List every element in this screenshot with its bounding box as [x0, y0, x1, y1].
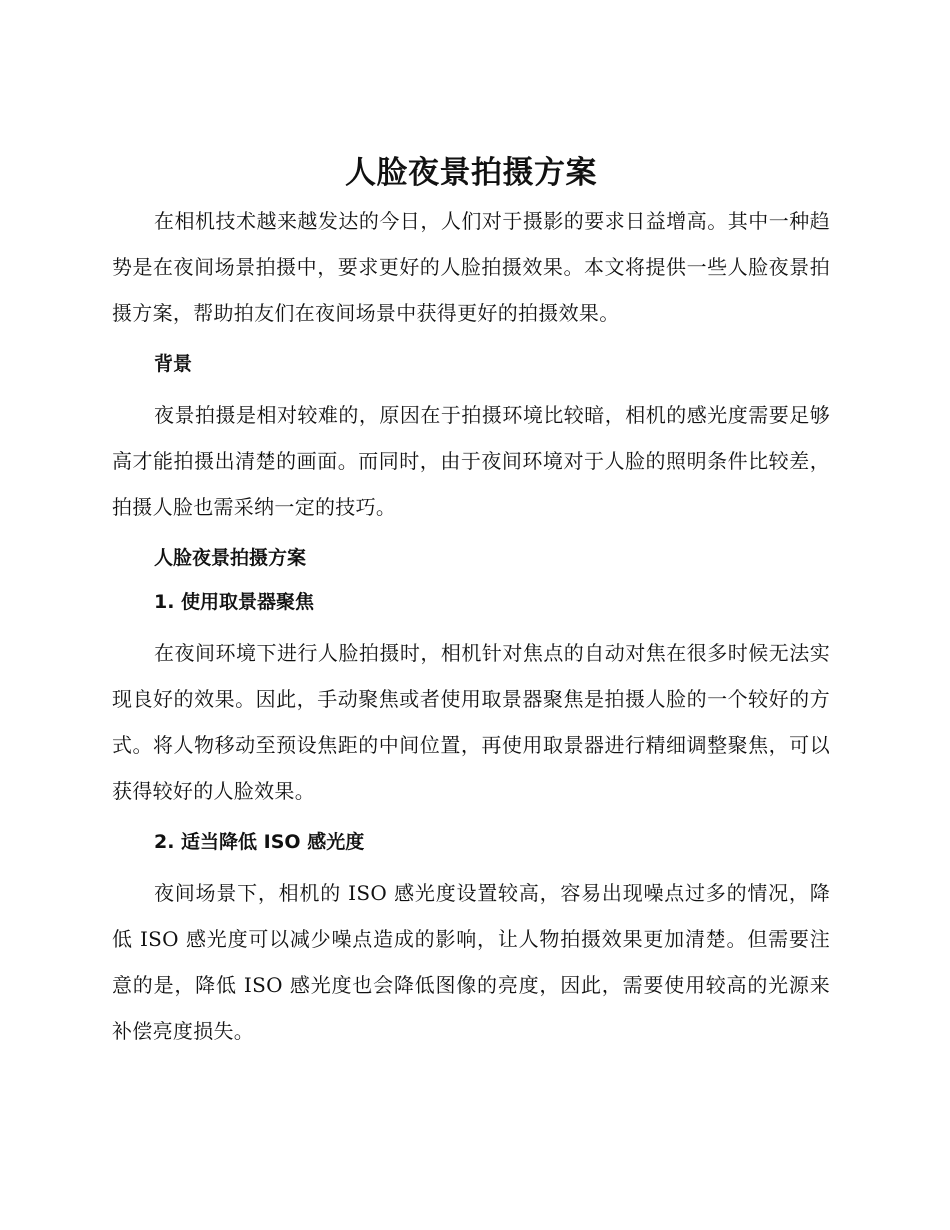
viewfinder-focus-paragraph: 在夜间环境下进行人脸拍摄时，相机针对焦点的自动对焦在很多时候无法实现良好的效果。因此，手动聚焦或者使用取景器聚焦是拍摄人脸的一个较好的方式。将人物移动至预设焦距的中间位置，再使用取景器进行精细调整聚焦，可以获得较好的人脸效果。: [112, 641, 830, 803]
background-paragraph: 夜景拍摄是相对较难的，原因在于拍摄环境比较暗，相机的感光度需要足够高才能拍摄出清楚的画面。而同时，由于夜间环境对于人脸的照明条件比较差，拍摄人脸也需采纳一定的技巧。: [112, 403, 830, 519]
section-heading-background: 背景: [154, 353, 193, 375]
section-heading-viewfinder-focus: 1. 使用取景器聚焦: [154, 591, 315, 613]
lower-iso-paragraph: 夜间场景下，相机的 ISO 感光度设置较高，容易出现噪点过多的情况，降低 ISO 感光度可以减少噪点造成的影响，让人物拍摄效果更加清楚。但需要注意的是，降低 ISO 感光度也会降低图像的亮度，因此，需要使用较高的光源来补偿亮度损失。: [112, 881, 830, 1043]
document-title: 人脸夜景拍摄方案: [345, 155, 597, 191]
section-heading-lower-iso: 2. 适当降低 ISO 感光度: [154, 831, 365, 853]
intro-paragraph: 在相机技术越来越发达的今日，人们对于摄影的要求日益增高。其中一种趋势是在夜间场景拍摄中，要求更好的人脸拍摄效果。本文将提供一些人脸夜景拍摄方案，帮助拍友们在夜间场景中获得更好的拍摄效果。: [112, 209, 830, 325]
section-heading-plan: 人脸夜景拍摄方案: [154, 547, 307, 569]
document-page: [112, 148, 830, 1054]
